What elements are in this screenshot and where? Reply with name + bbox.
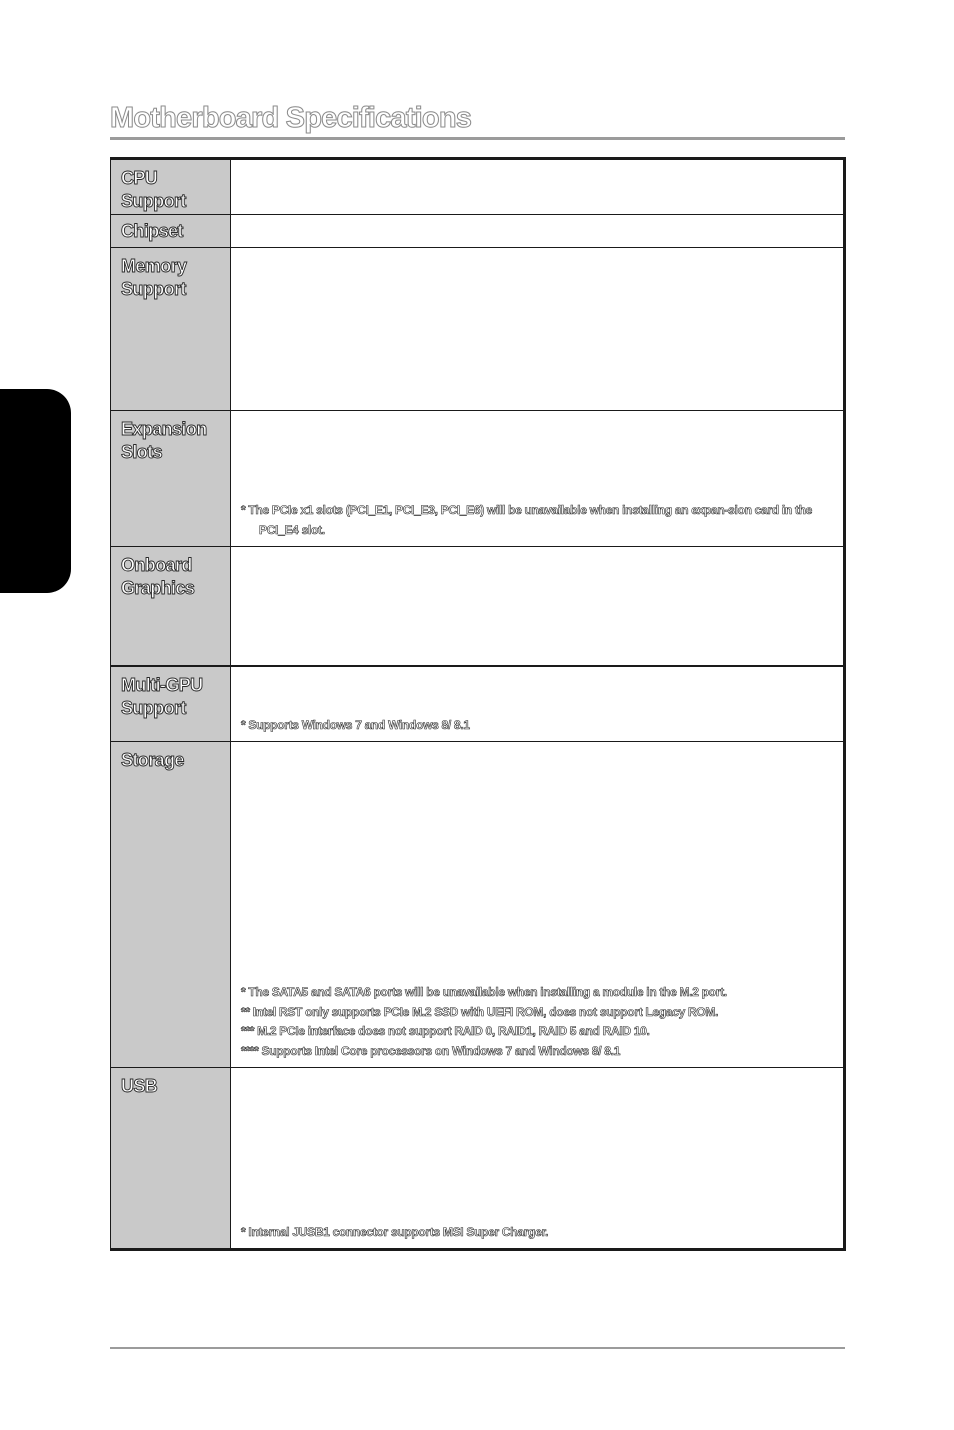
spec-label bbox=[111, 248, 230, 301]
footnote: * The SATA5 and SATA6 ports will be unavailable when installing a module in the M.2 port. bbox=[241, 985, 727, 999]
spec-value-cell bbox=[231, 547, 845, 666]
spec-row-chipset bbox=[111, 215, 845, 248]
footnote: * The PCIe x1 slots (PCI_E1, PCI_E3, PCI_E6) will be unavailable when installing an expan-sion card in the PCI_E4 slot. bbox=[241, 503, 813, 537]
spec-value-cell bbox=[231, 1068, 845, 1250]
spec-value-cell bbox=[231, 248, 845, 411]
spec-label bbox=[111, 215, 230, 243]
footnote: * Supports Windows 7 and Windows 8/ 8.1 bbox=[241, 717, 470, 732]
spec-label bbox=[111, 667, 230, 720]
spec-label bbox=[111, 411, 230, 464]
spec-label-line: Support bbox=[121, 697, 186, 718]
spec-row-storage bbox=[111, 742, 845, 1068]
spec-row-cpu-support bbox=[111, 159, 845, 215]
spec-label-cell bbox=[111, 666, 231, 742]
spec-label-line: USB bbox=[121, 1076, 158, 1096]
spec-label-cell bbox=[111, 411, 231, 547]
spec-notes bbox=[241, 501, 835, 540]
spec-value-cell bbox=[231, 666, 845, 742]
spec-label bbox=[111, 547, 230, 600]
spec-label-line: CPU bbox=[121, 168, 158, 188]
spec-notes bbox=[241, 716, 835, 736]
spec-row-multi-gpu-support bbox=[111, 666, 845, 742]
footer-rule bbox=[110, 1347, 845, 1349]
spec-row-memory-support bbox=[111, 248, 845, 411]
title-underline bbox=[110, 137, 845, 140]
spec-notes bbox=[241, 983, 835, 1061]
spec-row-usb bbox=[111, 1068, 845, 1250]
spec-value-cell bbox=[231, 411, 845, 547]
page-title: Motherboard Specifications bbox=[110, 102, 472, 134]
spec-label-cell bbox=[111, 215, 231, 248]
spec-notes bbox=[241, 1223, 835, 1243]
chapter-side-tab bbox=[0, 389, 71, 593]
spec-label bbox=[111, 742, 230, 772]
spec-label-line: Graphics bbox=[121, 578, 195, 598]
spec-value-cell bbox=[231, 215, 845, 248]
footnote: * Internal JUSB1 connector supports MSI Super Charger. bbox=[241, 1224, 549, 1239]
spec-label bbox=[111, 160, 230, 213]
spec-row-expansion-slots bbox=[111, 411, 845, 547]
footnote: ** Intel RST only supports PCIe M.2 SSD with UEFI ROM, does not support Legacy ROM. bbox=[241, 1004, 719, 1019]
spec-label-cell bbox=[111, 1068, 231, 1250]
spec-label-cell bbox=[111, 742, 231, 1068]
footnote: *** M.2 PCIe interface does not support RAID 0, RAID1, RAID 5 and RAID 10. bbox=[241, 1024, 650, 1038]
spec-label-line: Slots bbox=[121, 442, 163, 462]
spec-label-cell bbox=[111, 248, 231, 411]
spec-label-line: Onboard bbox=[121, 555, 192, 575]
spec-label bbox=[111, 1068, 230, 1098]
spec-label-cell bbox=[111, 159, 231, 215]
spec-value-cell bbox=[231, 742, 845, 1068]
footnote: **** Supports Intel Core processors on Windows 7 and Windows 8/ 8.1 bbox=[241, 1043, 621, 1058]
spec-label-line: Memory bbox=[121, 256, 187, 276]
spec-label-line: Expansion bbox=[121, 419, 207, 439]
spec-label-line: Support bbox=[121, 191, 186, 211]
spec-label-cell bbox=[111, 547, 231, 666]
spec-label-line: Multi-GPU bbox=[121, 674, 203, 695]
spec-label-line: Support bbox=[121, 279, 186, 299]
spec-row-onboard-graphics bbox=[111, 547, 845, 666]
specifications-table bbox=[110, 157, 846, 1251]
spec-value-cell bbox=[231, 159, 845, 215]
spec-label-line: Chipset bbox=[121, 221, 183, 241]
spec-label-line: Storage bbox=[121, 750, 184, 770]
